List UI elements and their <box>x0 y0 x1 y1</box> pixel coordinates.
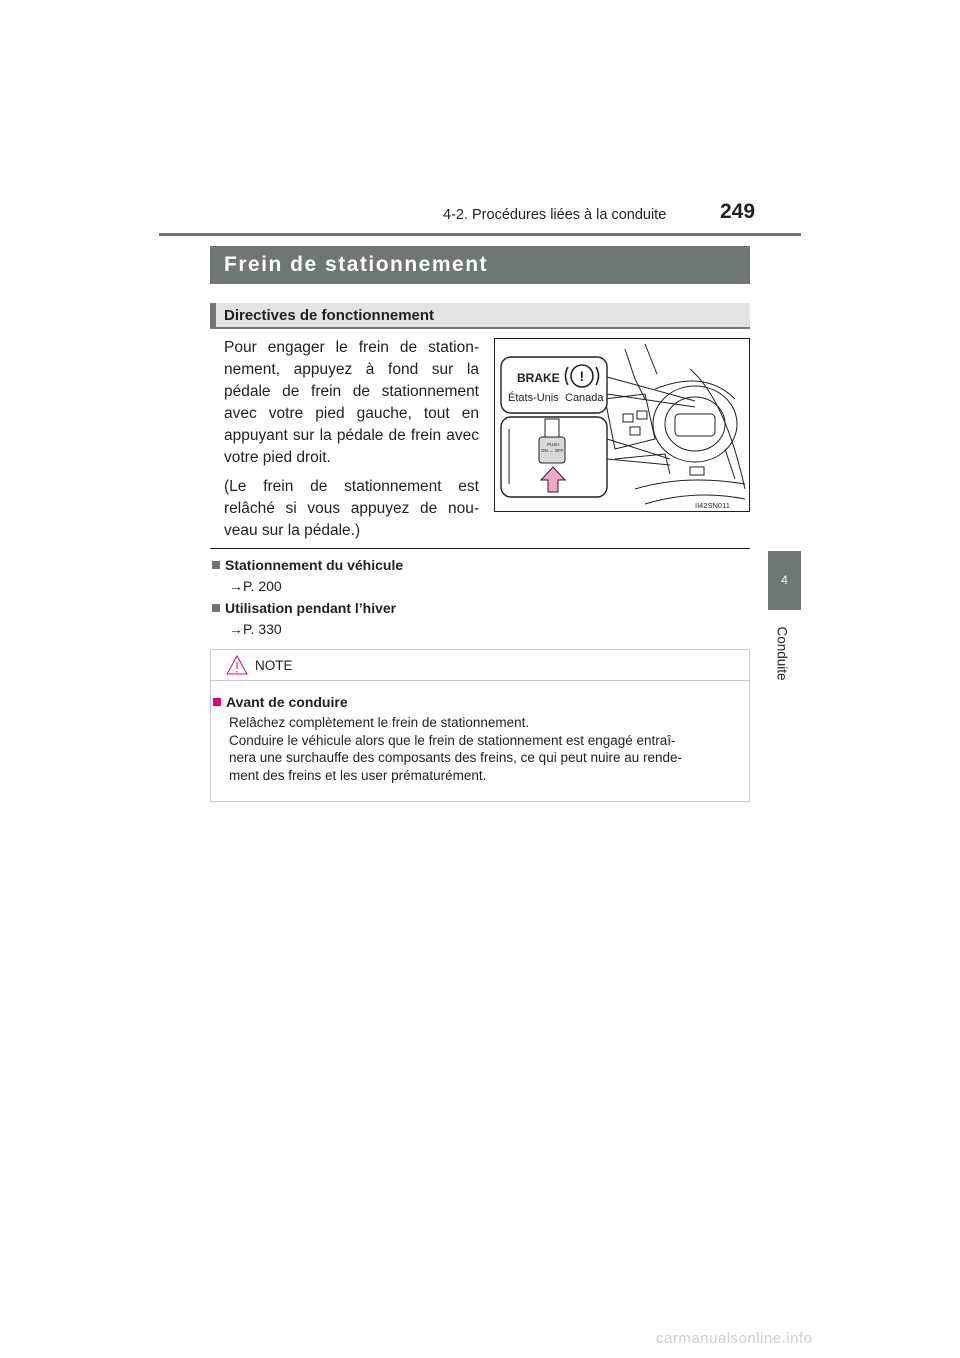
figure-code: II42SN011 <box>695 501 730 510</box>
bullet-square-icon <box>213 698 221 706</box>
note-subtitle: Avant de conduire <box>213 694 348 710</box>
list-item: Stationnement du véhicule <box>212 557 403 573</box>
chapter-tab: 4 <box>768 551 801 610</box>
subheading-bar <box>210 303 750 329</box>
usa-label: États-Unis <box>508 392 559 404</box>
list-item: Utilisation pendant l’hiver <box>212 600 396 616</box>
note-body: Relâchez complètement le frein de stationnement. Conduire le véhicule alors que le frein de stationnement est engagé entraî- nera une surchauffe des composants des freins, ce qui peut nuire au rende- ment des freins et les user prématurément. <box>229 715 683 783</box>
parking-brake-figure <box>494 338 750 512</box>
header-rule <box>159 233 801 236</box>
section-rule <box>210 548 750 549</box>
page-reference-link[interactable]: →P. 330 <box>229 621 282 637</box>
page-reference-link[interactable]: →P. 200 <box>229 578 282 594</box>
canada-label: Canada <box>565 392 604 404</box>
warning-light-callout <box>501 357 607 413</box>
subheading-text: Directives de fonctionnement <box>224 307 435 324</box>
watermark: carmanualsonline.info <box>656 1330 813 1347</box>
page-number: 249 <box>720 200 756 223</box>
section-path: 4-2. Procédures liées à la conduite <box>443 207 667 223</box>
brake-label: BRAKE <box>517 371 560 385</box>
chapter-label: Conduite <box>774 626 790 681</box>
bullet-square-icon <box>212 561 220 569</box>
page-title: Frein de stationnement <box>210 246 750 284</box>
body-text <box>224 337 479 549</box>
bullet-square-icon <box>212 604 220 612</box>
dashboard-illustration <box>495 339 749 511</box>
svg-text:PUSH: PUSH <box>547 442 560 447</box>
body-paragraph-2: (Le frein de stationnement est relâché si vous appuyez de nou-veau sur la pédale.) <box>224 478 479 539</box>
subheading-accent <box>210 303 216 329</box>
warning-triangle-icon <box>225 654 249 676</box>
svg-text:ON ↔ OFF: ON ↔ OFF <box>541 448 564 453</box>
note-label: NOTE <box>255 658 293 673</box>
note-header <box>211 650 749 681</box>
body-paragraph-1: Pour engager le frein de station-nement, appuyez à fond sur la pédale de frein de stationnement avec votre pied gauche, tout en appuyant sur la pédale de frein avec votre pied droit. <box>224 339 479 466</box>
svg-text:!: ! <box>579 368 585 384</box>
note-box <box>210 649 750 802</box>
